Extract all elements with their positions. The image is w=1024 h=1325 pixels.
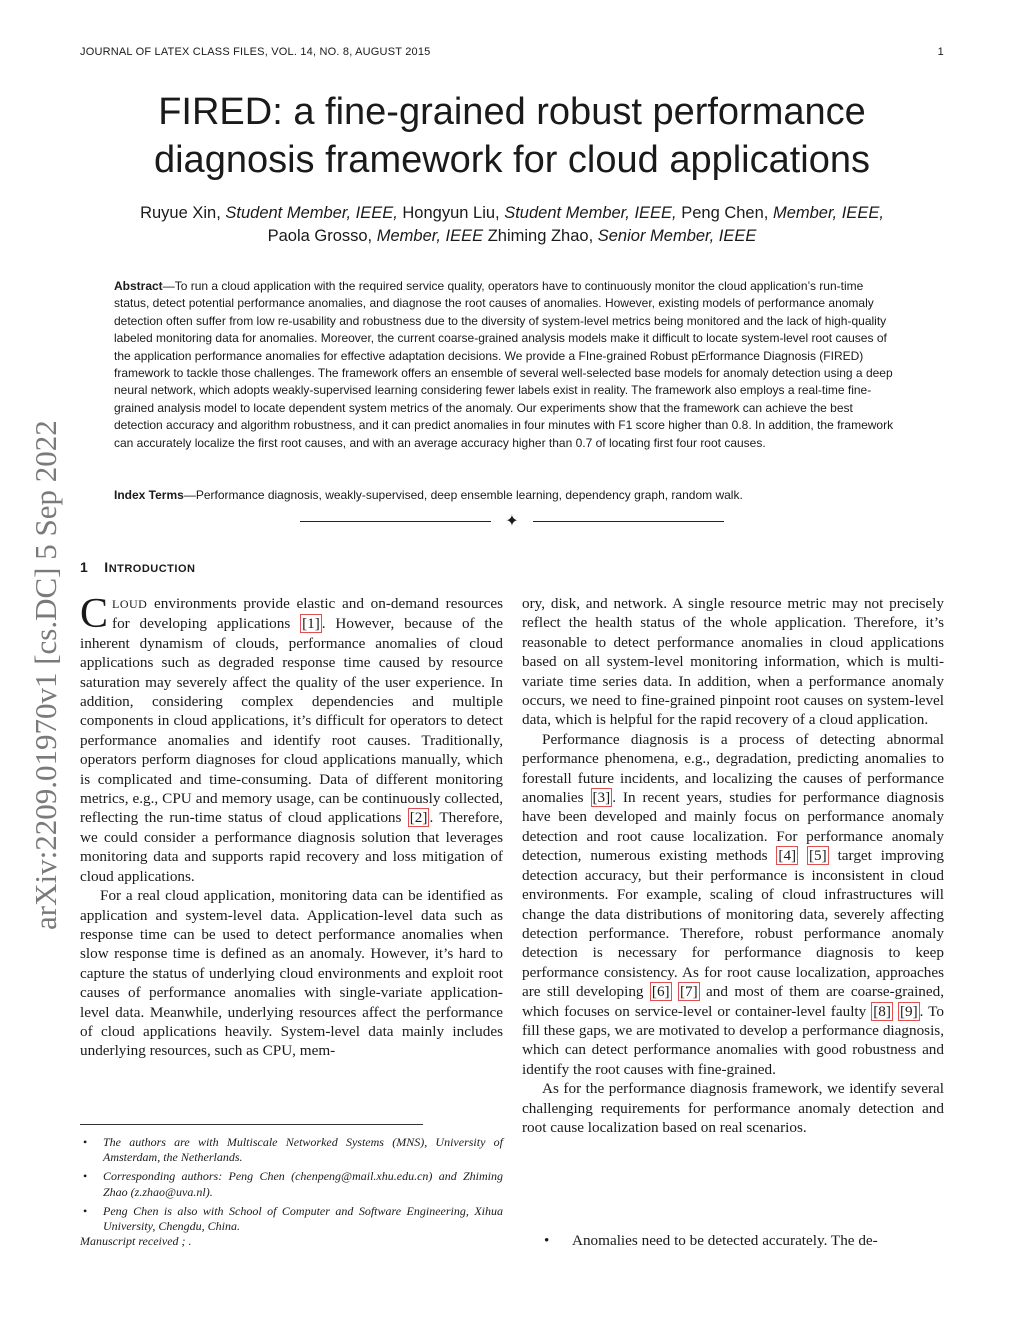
author-role: Member, IEEE <box>376 227 484 245</box>
text-run: Performance diagnosis is a process of detecting abnormal performance phenomena, e.g., degradation, predicting anomalies to forestall future incidents, and localizing the causes of performance anomalies <box>522 730 944 807</box>
left-column <box>80 591 503 1061</box>
paragraph: As for the performance diagnosis framework, we identify several challenging requirements for performance anomaly detection and root cause localization based on real scenarios. <box>522 1080 944 1136</box>
footnote <box>80 1135 503 1165</box>
abstract-dash: — <box>162 279 175 293</box>
author-name: Zhiming Zhao, <box>483 227 598 245</box>
arxiv-stamp: arXiv:2209.01970v1 [cs.DC] 5 Sep 2022 <box>28 420 63 930</box>
manuscript-note: Manuscript received ; . <box>80 1234 192 1248</box>
text-run: . Therefore, we could consider a performance diagnosis solution that leverages monitoring data and supports rapid recovery and loss mitigation of cloud applications. <box>80 809 503 885</box>
author-name: Hongyun Liu, <box>397 204 505 222</box>
footnote <box>80 1204 503 1234</box>
text-run: target improving detection accuracy, but their performance is inconsistent in cloud environments. For example, scaling of cloud infrastructures will change the data distributions of monitoring data, severely affecting detection performance. Therefore, robust performance anomaly detection is necessary for performance diagnosis to keep performance consistency. As for root cause localization, approaches are still developing <box>522 847 945 1001</box>
bullet-icon: • <box>83 1135 88 1149</box>
dropcap: C <box>80 591 109 637</box>
divider-rule-right <box>533 521 724 522</box>
author-role: Student Member, IEEE, <box>504 204 677 222</box>
citation-link[interactable]: [6] <box>651 983 670 1001</box>
footnote-text: Corresponding authors: Peng Chen (chenpeng@mail.xhu.edu.cn) and Zhiming Zhao (z.zhao@uva.nl). <box>103 1169 503 1199</box>
paragraph: For a real cloud application, monitoring data can be identified as application and system-level data. Application-level data such as response time can be used to detect performance anomalies when slow response time is defined as an anomaly. However, it’s hard to capture the status of underlying cloud environments and exploit root causes of performance anomalies with single-variate application-level data. Meanwhile, underlying resources affect the performance of cloud applications heavily. System-level data mainly includes underlying resources, such as CPU, mem- <box>80 887 503 1060</box>
author-line-2 <box>60 225 964 248</box>
author-role: Student Member, IEEE, <box>225 204 398 222</box>
bullet-text: Anomalies need to be detected accurately. The de- <box>572 1232 878 1249</box>
author-name: Paola Grosso, <box>267 227 377 245</box>
abstract <box>114 278 900 452</box>
author-role: Member, IEEE, <box>772 204 884 222</box>
title-line-2: diagnosis framework for cloud applications <box>153 139 871 181</box>
index-terms-dash: — <box>183 488 196 502</box>
citation-link[interactable]: [1] <box>302 615 320 633</box>
citation-link[interactable]: [5] <box>808 847 827 865</box>
author-role: Senior Member, IEEE <box>597 227 757 245</box>
citation-link[interactable]: [8] <box>873 1002 891 1020</box>
citation-link[interactable]: [9] <box>899 1002 918 1020</box>
footnote-rule <box>80 1124 423 1125</box>
right-column <box>522 594 944 1137</box>
abstract-text: To run a cloud application with the required service quality, operators have to continuously monitor the cloud application’s run-time status, detect potential performance anomalies, and diagnose the root causes of anomalies. However, existing models of performance anomaly detection often suffer from low re-usability and robustness due to the diversity of system-level metrics being monitored and the lack of high-quality labeled monitoring data for anomalies. Moreover, the current coarse-grained analysis models make it difficult to locate system-level root causes of the application performance anomalies for effective adaptation decisions. We provide a FIne-grained Robust pErformance Diagnosis (FIRED) framework to tackle those challenges. The framework offers an ensemble of several well-selected base models for anomaly detection using a deep neural network, which adopts weakly-supervised learning considering fewer labels exist in reality. The framework also employs a real-time fine-grained analysis model to locate dependent system metrics of the anomaly. Our experiments show that the framework can achieve the best detection accuracy and algorithm robustness, and it can predict anomalies in four minutes with F1 score higher than 0.8. In addition, the framework can accurately localize the first root causes, and with an average accuracy higher than 0.7 of locating first four root causes. <box>114 279 894 450</box>
footnote <box>80 1169 503 1199</box>
text-run: and most of them are coarse-grained, which focuses on service-level or container-level faulty <box>522 983 945 1020</box>
citation-link[interactable]: [4] <box>778 847 797 865</box>
citation-link[interactable]: [2] <box>409 809 428 827</box>
author-name: Ruyue Xin, <box>140 204 226 222</box>
smallcaps-word: LOUD <box>112 597 148 611</box>
divider-rule-left <box>300 521 491 522</box>
index-terms-label: Index Terms <box>114 488 184 502</box>
title-line-1: FIRED: a fine-grained robust performance <box>158 91 866 133</box>
running-header <box>80 46 944 58</box>
author-list <box>60 202 964 248</box>
page-number: 1 <box>937 46 944 58</box>
paragraph: ory, disk, and network. A single resource metric may not precisely reflect the health status of the whole application. Therefore, it’s reasonable to detect performance anomalies in cloud applications based on all system-level monitoring information, which is multi-variate time series data. In addition, when a performance anomaly occurs, we need to fine-grained pinpoint root causes on system-level data, which is helpful for the rapid recovery of a cloud application. <box>522 595 944 729</box>
abstract-label: Abstract <box>114 279 163 293</box>
section-heading <box>80 559 195 575</box>
footnotes <box>80 1135 503 1238</box>
citation-link[interactable]: [3] <box>592 789 611 807</box>
author-line-1 <box>60 202 964 225</box>
text-run: . To fill these gaps, we are motivated to develop a performance diagnosis, which can detect performance anomalies with good robustness and identify the root causes with fine-grained. <box>522 1002 944 1078</box>
author-name: Peng Chen, <box>676 204 773 222</box>
bullet-icon: • <box>83 1169 88 1184</box>
divider-diamond-icon: ✦ <box>505 511 519 530</box>
bullet-icon: • <box>83 1203 88 1218</box>
footnote-text: The authors are with Multiscale Networked Systems (MNS), University of Amsterdam, the Netherlands. <box>103 1135 503 1165</box>
citation-link[interactable]: [7] <box>679 983 698 1001</box>
section-title-initial: I <box>104 559 109 575</box>
paragraph <box>522 730 944 1079</box>
section-divider <box>300 512 724 532</box>
bullet-icon: • <box>544 1232 550 1249</box>
section-number: 1 <box>80 559 89 575</box>
paper-title <box>60 88 964 184</box>
index-terms-text: Performance diagnosis, weakly-supervised, deep ensemble learning, dependency graph, random walk. <box>195 488 743 502</box>
text-run: environments provide elastic and on-demand resources for developing applications <box>112 595 503 633</box>
index-terms <box>114 487 900 504</box>
text-run: . However, because of the inherent dynamism of clouds, performance anomalies of cloud applications such as degraded response time caused by resource saturation may severely affect the quality of the user experience. In addition, considering complex dependencies and multiple components in cloud applications, it’s difficult for operators to detect performance anomalies and identify root causes. Traditionally, operators perform diagnoses for cloud applications manually, which is complicated and time-consuming. Data of different monitoring metrics, e.g., CPU and memory usage, can be continuously collected, reflecting the run-time status of cloud applications <box>80 615 503 827</box>
footnote-text: Peng Chen is also with School of Computer and Software Engineering, Xihua University, Chengdu, China. <box>103 1203 503 1234</box>
section-title-rest: NTRODUCTION <box>108 563 196 575</box>
paragraph <box>80 591 503 886</box>
text-run: . In recent years, studies for performance diagnosis have been developed and mainly focus on performance anomaly detection and root cause localization. For performance anomaly detection, numerous existing methods <box>522 789 945 865</box>
journal-header: JOURNAL OF LATEX CLASS FILES, VOL. 14, NO. 8, AUGUST 2015 <box>80 46 431 58</box>
